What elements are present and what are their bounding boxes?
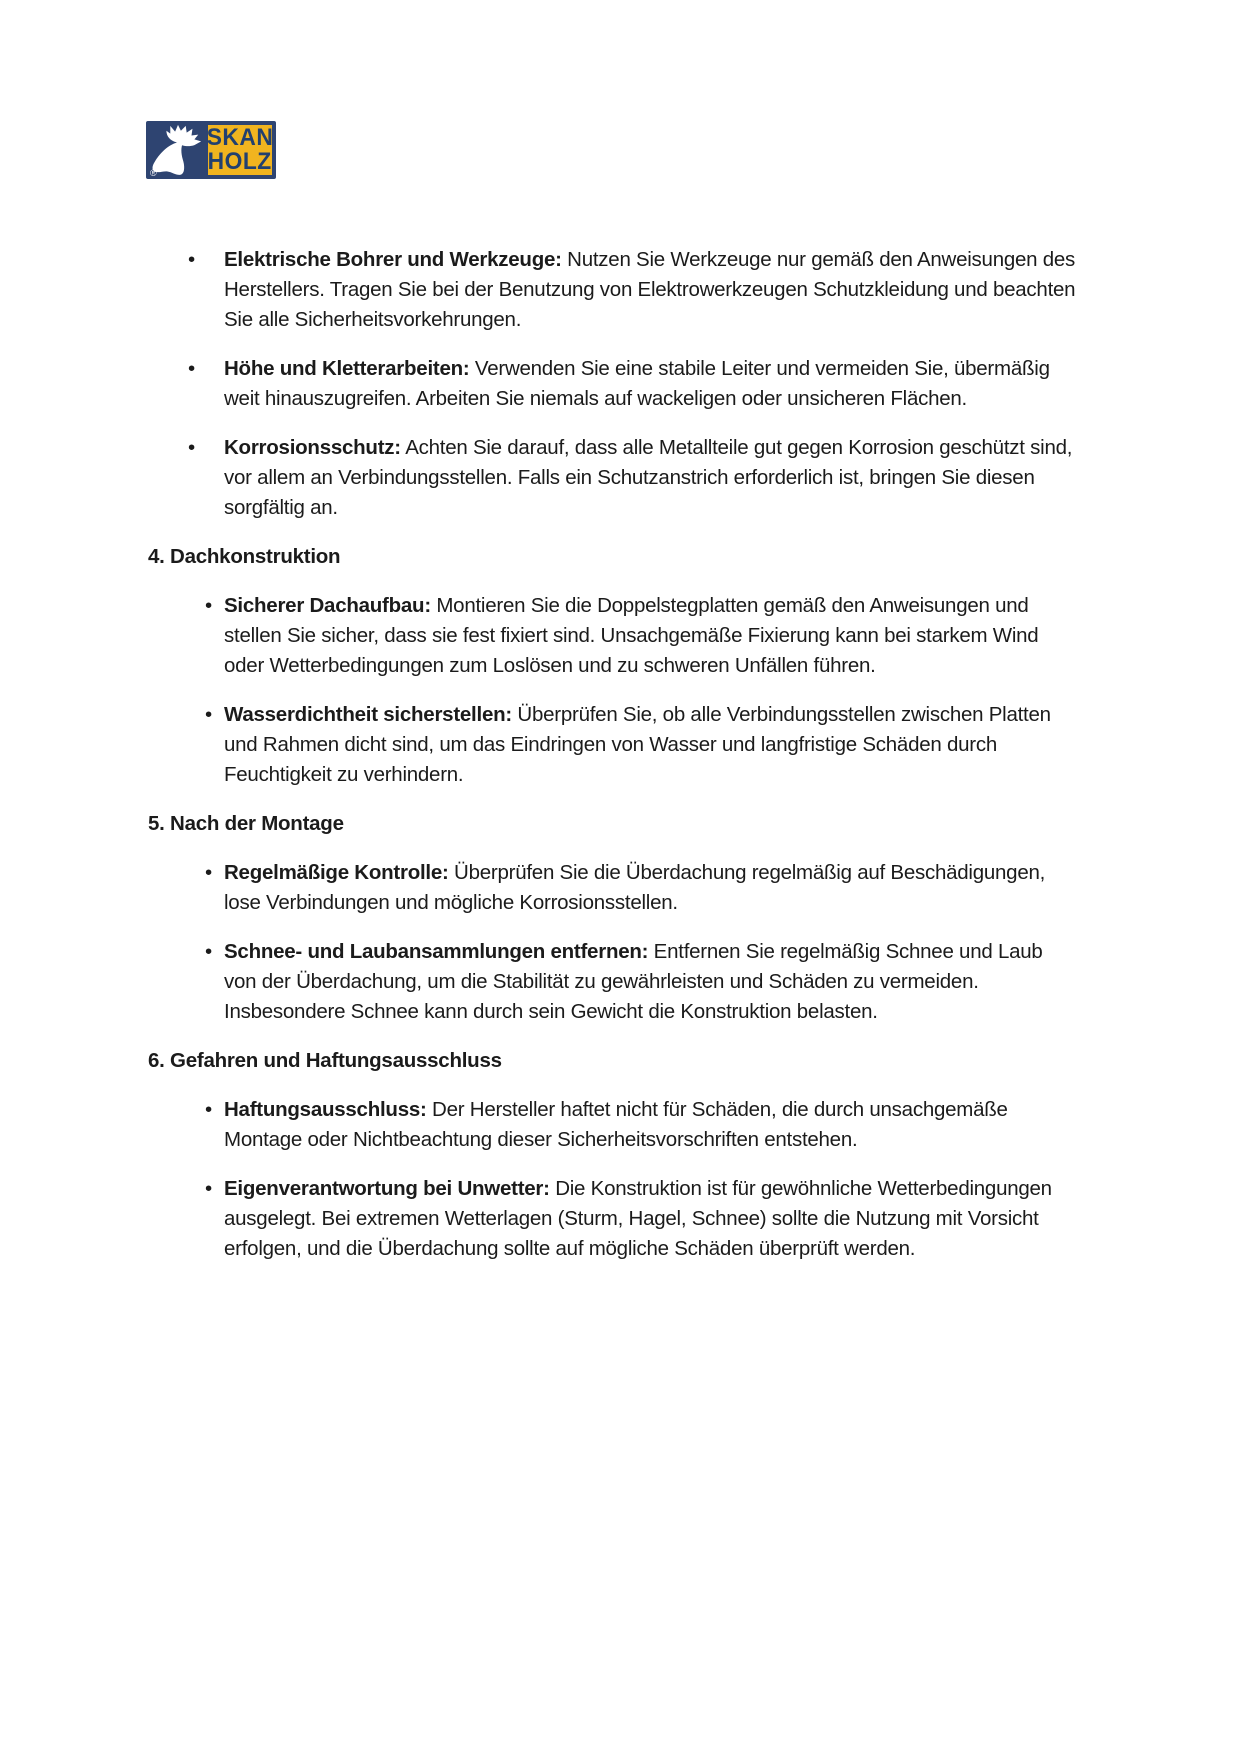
bullet-label: Sicherer Dachaufbau:	[224, 594, 431, 617]
section-bullet-list	[148, 591, 1078, 790]
list-item	[148, 245, 1078, 335]
bullet-text: Überprüfen Sie, ob alle Verbindungsstellen zwischen Platten und Rahmen dicht sind, um das Eindringen von Wasser und langfristige Schäden durch Feuchtigkeit zu verhindern.	[224, 703, 1051, 786]
logo-brand-panel	[208, 125, 272, 175]
list-item	[148, 858, 1078, 918]
logo-brand-line2: HOLZ	[208, 148, 272, 175]
bullet-label: Korrosionsschutz:	[224, 436, 401, 459]
registered-mark: ®	[150, 168, 157, 178]
bullet-text: Die Konstruktion ist für gewöhnliche Wetterbedingungen ausgelegt. Bei extremen Wetterlagen (Sturm, Hagel, Schnee) sollte die Nutzung mit Vorsicht erfolgen, und die Überdachung sollte auf mögliche Schäden überprüft werden.	[224, 1177, 1052, 1260]
section-heading-nach-der-montage: 5. Nach der Montage	[148, 812, 344, 835]
list-item	[148, 591, 1078, 681]
bullet-text: Verwenden Sie eine stabile Leiter und vermeiden Sie, übermäßig weit hinauszugreifen. Arbeiten Sie niemals auf wackeligen oder unsicheren Flächen.	[224, 357, 1050, 410]
section-bullet-list	[148, 1095, 1078, 1264]
bullet-text: Nutzen Sie Werkzeuge nur gemäß den Anweisungen des Herstellers. Tragen Sie bei der Benutzung von Elektrowerkzeugen Schutzkleidung und beachten Sie alle Sicherheitsvorkehrungen.	[224, 248, 1076, 331]
list-item	[148, 1174, 1078, 1264]
bullet-text: Montieren Sie die Doppelstegplatten gemäß den Anweisungen und stellen Sie sicher, dass sie fest fixiert sind. Unsachgemäße Fixierung kann bei starkem Wind oder Wetterbedingungen zum Loslösen und zu schweren Unfällen führen.	[224, 594, 1039, 677]
list-item	[148, 937, 1078, 1027]
bullet-label: Elektrische Bohrer und Werkzeuge:	[224, 248, 562, 271]
list-item	[148, 433, 1078, 523]
list-item	[148, 700, 1078, 790]
bullet-label: Regelmäßige Kontrolle:	[224, 861, 449, 884]
bullet-text: Überprüfen Sie die Überdachung regelmäßig auf Beschädigungen, lose Verbindungen und mögliche Korrosionsstellen.	[224, 861, 1046, 914]
bullet-label: Schnee- und Laubansammlungen entfernen:	[224, 940, 649, 963]
bullet-text: Der Hersteller haftet nicht für Schäden, die durch unsachgemäße Montage oder Nichtbeachtung dieser Sicherheitsvorschriften entstehen.	[224, 1098, 1008, 1151]
document-content	[148, 245, 1078, 1283]
section-bullet-list	[148, 858, 1078, 1027]
bullet-label: Haftungsausschluss:	[224, 1098, 427, 1121]
bullet-text: Entfernen Sie regelmäßig Schnee und Laub von der Überdachung, um die Stabilität zu gewährleisten und Schäden zu vermeiden. Insbesondere Schnee kann durch sein Gewicht die Konstruktion belasten.	[224, 940, 1043, 1023]
list-item	[148, 1095, 1078, 1155]
skan-holz-logo	[146, 121, 276, 179]
list-item	[148, 354, 1078, 414]
bullet-label: Höhe und Kletterarbeiten:	[224, 357, 470, 380]
bullet-text: Achten Sie darauf, dass alle Metallteile gut gegen Korrosion geschützt sind, vor allem an Verbindungsstellen. Falls ein Schutzanstrich erforderlich ist, bringen Sie diesen sorgfältig an.	[224, 436, 1073, 519]
logo-brand-line1: SKAN	[206, 124, 274, 151]
section-heading-gefahren-haftungsausschluss: 6. Gefahren und Haftungsausschluss	[148, 1049, 502, 1072]
section-heading-dachkonstruktion: 4. Dachkonstruktion	[148, 545, 341, 568]
intro-bullet-list	[148, 245, 1078, 523]
bullet-label: Wasserdichtheit sicherstellen:	[224, 703, 512, 726]
bullet-label: Eigenverantwortung bei Unwetter:	[224, 1177, 550, 1200]
